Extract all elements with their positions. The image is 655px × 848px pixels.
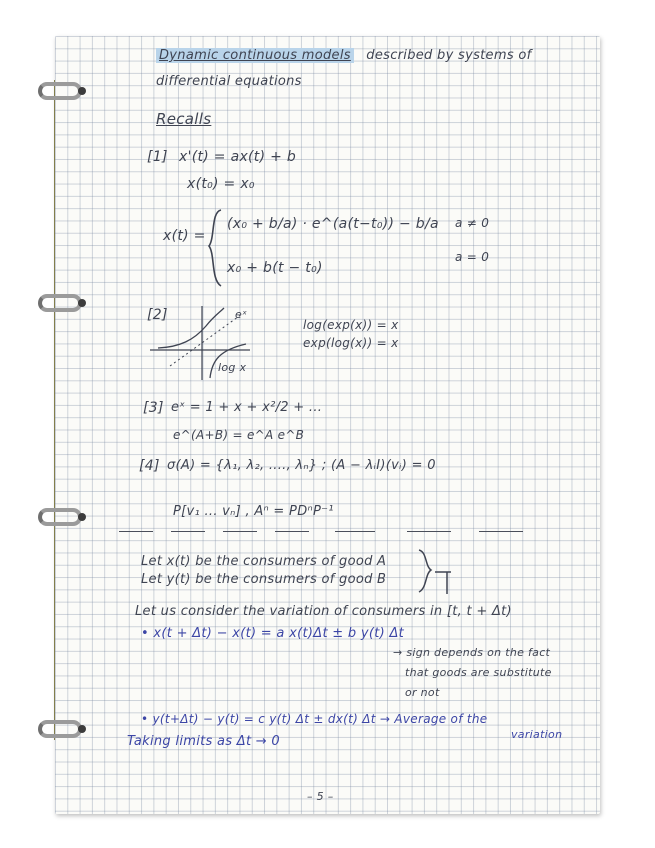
taking-limits: Taking limits as Δt → 0 <box>127 734 280 749</box>
recall-3-label: [3] <box>143 400 164 416</box>
recall-1-cond-1: a ≠ 0 <box>455 216 490 230</box>
sign-note-2: that goods are substitute <box>405 666 552 679</box>
recall-4-eq-2: P[v₁ ... vₙ] , Aⁿ = PDⁿP⁻¹ <box>173 504 334 519</box>
title-line-2: differential equations <box>156 74 302 89</box>
recall-3-eq-1: eˣ = 1 + x + x²/2 + ... <box>171 400 323 415</box>
recall-1-equation: x'(t) = ax(t) + b <box>179 149 297 165</box>
equation-y: • y(t+Δt) − y(t) = c y(t) Δt ± dx(t) Δt → Average of the <box>141 712 488 726</box>
equation-x: • x(t + Δt) − x(t) = a x(t)Δt ± b y(t) Δt <box>141 626 405 641</box>
recall-2-eq-1: log(exp(x)) = x <box>303 318 399 332</box>
separator-dash <box>119 531 153 532</box>
recall-4-label: [4] <box>139 458 160 474</box>
binder-ring <box>38 720 86 742</box>
log-curve-label: log x <box>218 361 247 374</box>
recall-2-eq-2: exp(log(x)) = x <box>303 336 399 350</box>
recall-1-cond-2: a = 0 <box>455 250 490 264</box>
recall-1-initial: x(t₀) = x₀ <box>187 176 255 192</box>
title-line <box>156 48 531 63</box>
sign-note-3: or not <box>405 686 440 699</box>
curly-brace <box>205 208 225 288</box>
separator-dash <box>171 531 205 532</box>
variation-word: variation <box>511 728 563 741</box>
consider-line: Let us consider the variation of consumers in [t, t + Δt) <box>135 604 512 619</box>
recall-4-eq-1: σ(A) = {λ₁, λ₂, ...., λₙ} ; (A − λᵢI)(vᵢ) = 0 <box>167 458 436 473</box>
sign-note-1: → sign depends on the fact <box>393 646 551 659</box>
recall-1-label: [1] <box>147 149 168 165</box>
binder-ring <box>38 294 86 316</box>
let-line-2: Let y(t) be the consumers of good B <box>141 572 387 587</box>
notebook-page <box>55 36 600 814</box>
recall-1-case-1: (x₀ + b/a) · e^(a(t−t₀)) − b/a <box>227 216 439 232</box>
separator-dash <box>223 531 257 532</box>
recall-1-case-2: x₀ + b(t − t₀) <box>227 260 323 276</box>
title-highlight: Dynamic continuous models <box>156 48 354 63</box>
recall-2-label: [2] <box>147 307 168 323</box>
separator-dash <box>335 531 375 532</box>
separator-dash <box>275 531 309 532</box>
exp-curve-label: eˣ <box>235 308 248 321</box>
separator-dash <box>479 531 523 532</box>
let-line-1: Let x(t) be the consumers of good A <box>141 554 387 569</box>
page-number: – 5 – <box>307 790 334 803</box>
binder-ring <box>38 508 86 530</box>
recall-3-eq-2: e^(A+B) = e^A e^B <box>173 428 305 442</box>
recalls-heading: Recalls <box>156 110 212 128</box>
title-rest: described by systems of <box>366 48 532 63</box>
let-brace <box>417 548 457 594</box>
separator-dash <box>407 531 451 532</box>
recall-1-lhs: x(t) = <box>163 228 206 244</box>
binder-ring <box>38 82 86 104</box>
